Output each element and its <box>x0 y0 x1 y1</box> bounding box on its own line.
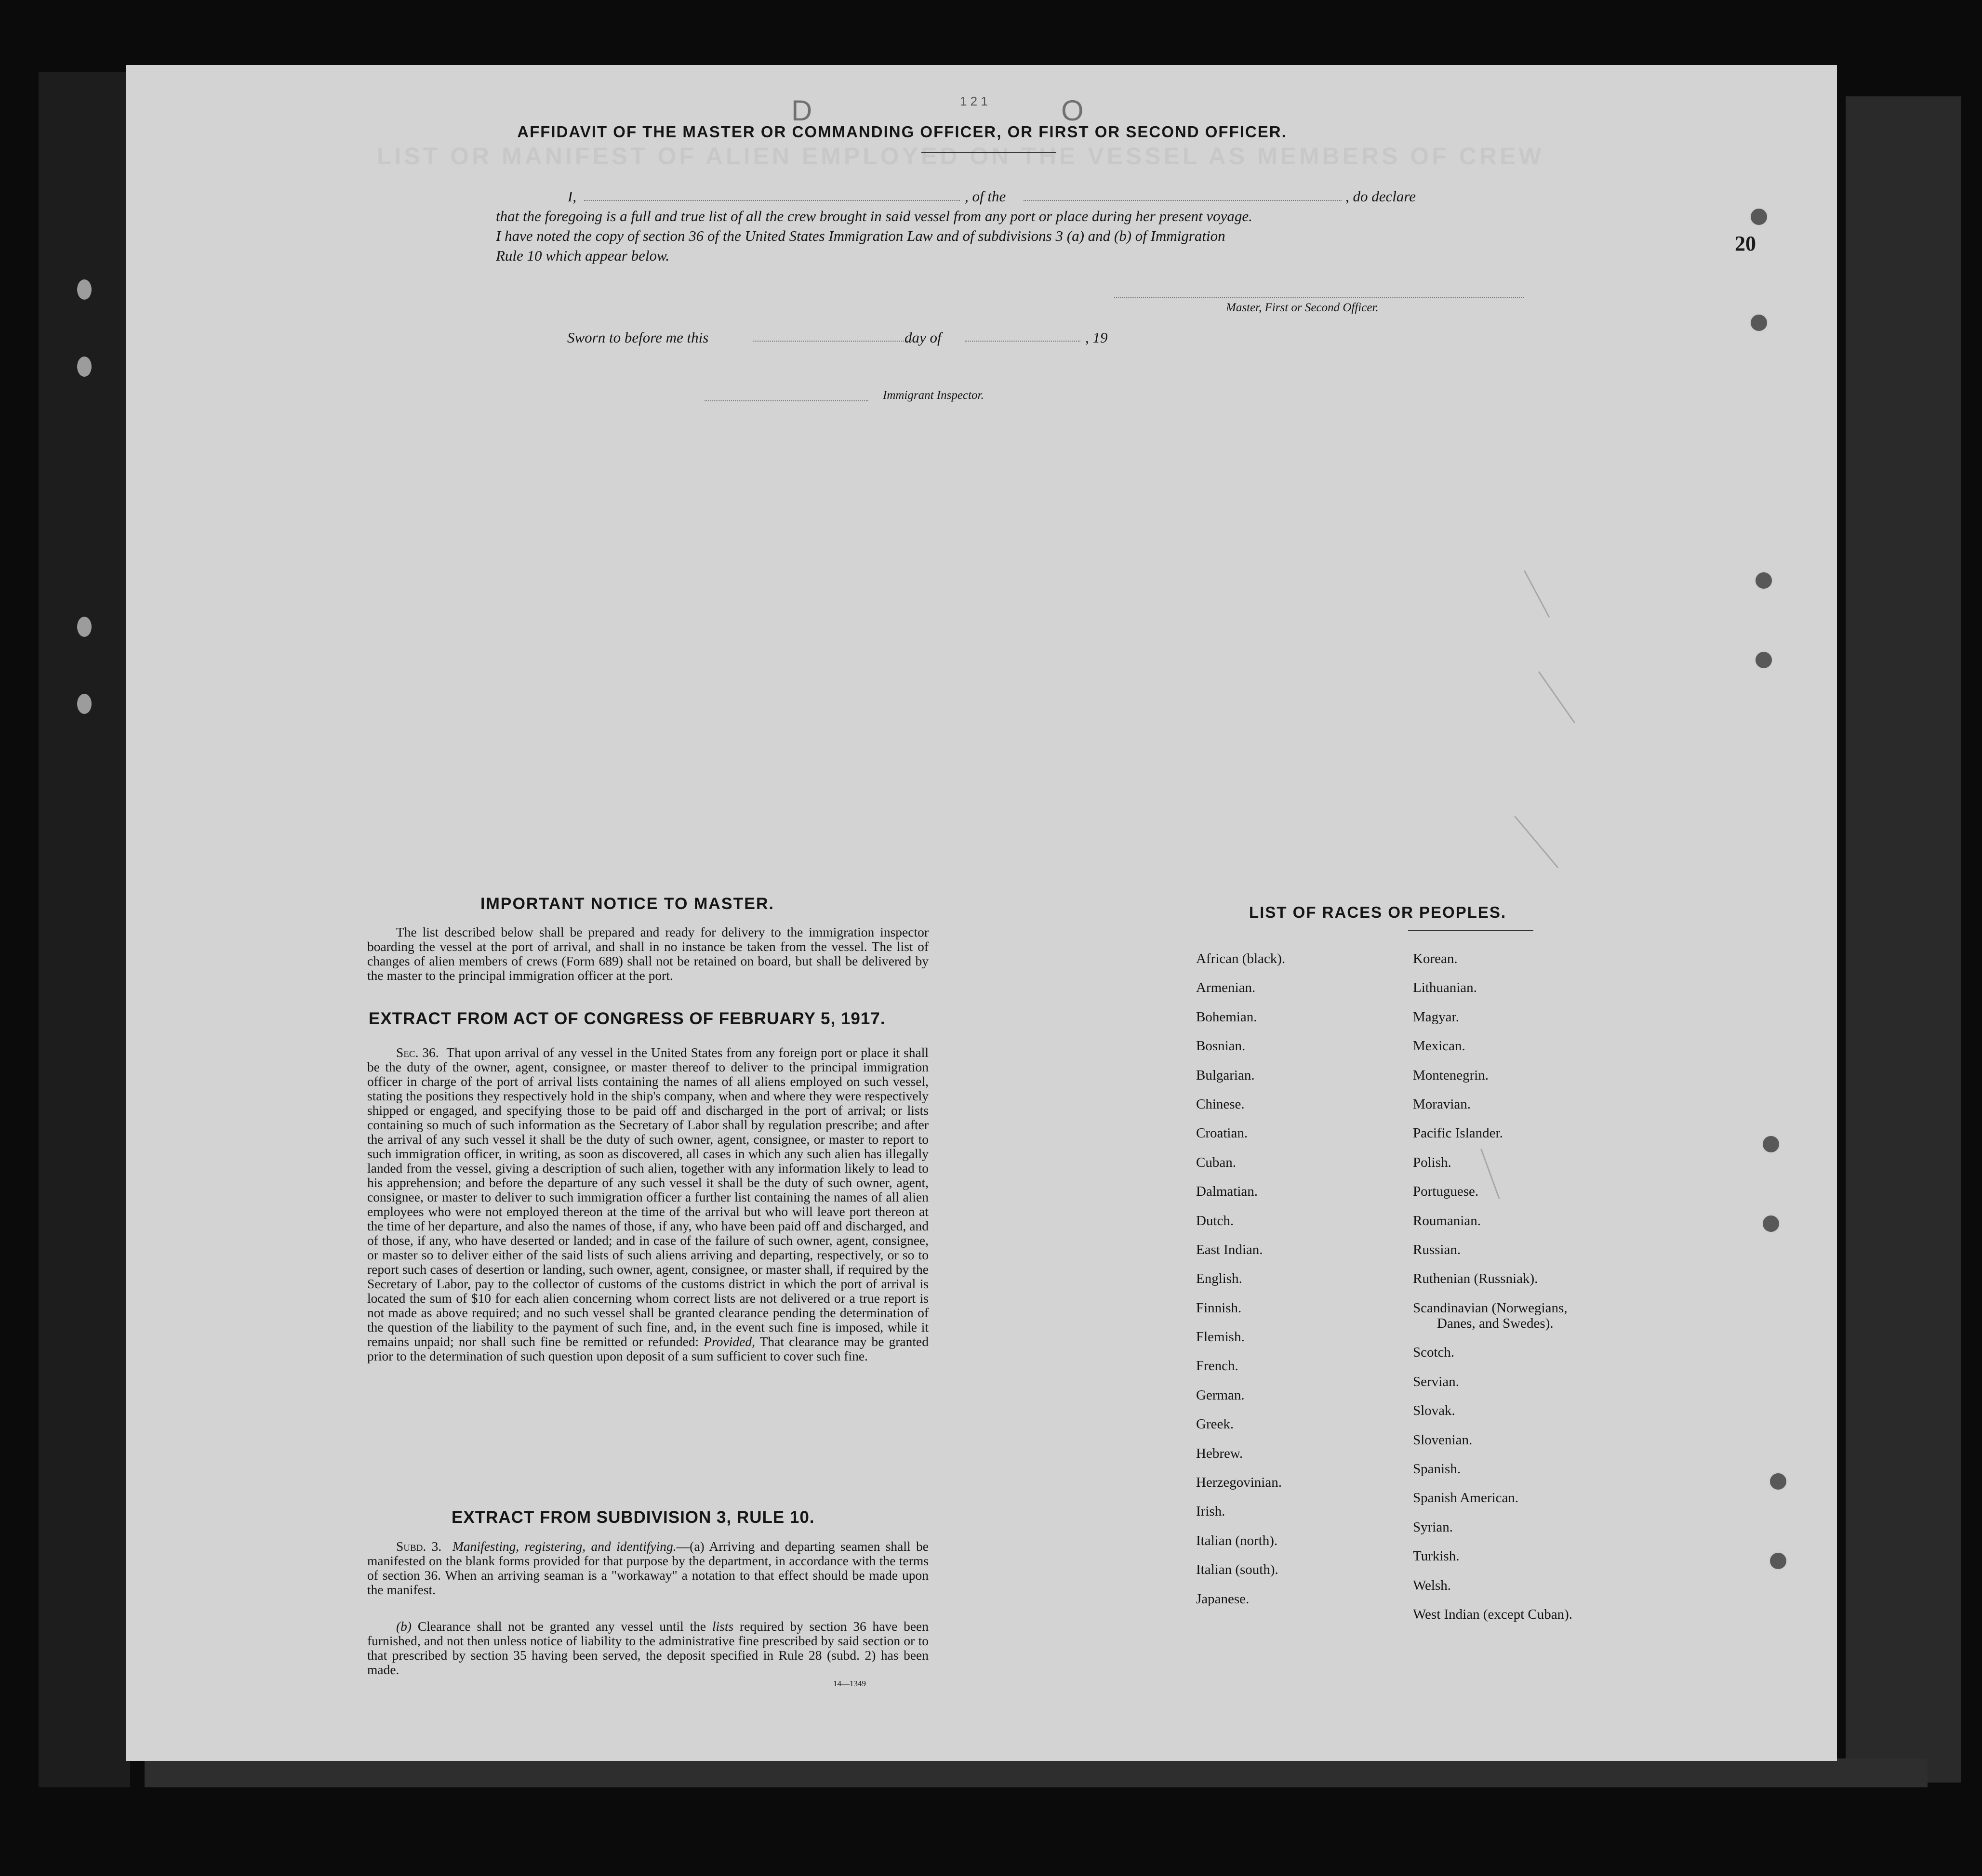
race-item: Herzegovinian. <box>1196 1475 1282 1491</box>
para-b-lists: lists <box>712 1619 734 1634</box>
mark-right: O <box>1061 94 1084 127</box>
race-item: Italian (north). <box>1196 1533 1278 1548</box>
race-item: Croatian. <box>1196 1125 1248 1141</box>
punch-hole <box>1769 1472 1788 1491</box>
para-b-text-1: Clearance shall not be granted any vessel until the <box>417 1619 706 1634</box>
subd-label: Subd. 3. <box>396 1539 442 1554</box>
binder-hole <box>77 279 92 300</box>
inspector-label: Immigrant Inspector. <box>883 389 984 402</box>
punch-hole <box>1761 1214 1781 1233</box>
race-item: Irish. <box>1196 1504 1225 1519</box>
document-page <box>126 65 1837 1761</box>
day-of: day of <box>905 329 942 346</box>
mark-center: 1 2 1 <box>960 94 988 108</box>
subd-heading: Manifesting, registering, and identifying. <box>452 1539 677 1554</box>
punch-hole <box>1749 207 1769 226</box>
race-item: Armenian. <box>1196 980 1256 996</box>
race-item: Mexican. <box>1413 1038 1465 1054</box>
race-item: Bosnian. <box>1196 1038 1246 1054</box>
rule-extract-title: EXTRACT FROM SUBDIVISION 3, RULE 10. <box>452 1508 815 1527</box>
affidavit-line2: that the foregoing is a full and true list of all the crew brought in said vessel from any port or place during her present voyage. <box>496 208 1252 225</box>
race-item: Syrian. <box>1413 1519 1453 1535</box>
proviso-label: Provided, <box>704 1334 755 1349</box>
page-number: 20 <box>1735 232 1756 255</box>
para-b-label: (b) <box>396 1619 412 1634</box>
race-item: Dutch. <box>1196 1213 1234 1229</box>
affidavit-of-the: , of the <box>965 188 1006 205</box>
para-b-text-2: required by section 36 have been furnished, and not then unless notice of liability to the administrative fine prescribed by said section or to that prescribed by section 35 having been served, the deposit specified in Rule 28 (subd. 2) has been made. <box>367 1619 929 1677</box>
binder-hole <box>77 357 92 377</box>
affidavit-i: I, <box>568 188 577 205</box>
race-item: African (black). <box>1196 951 1286 966</box>
race-item: Danes, and Swedes). <box>1437 1316 1554 1332</box>
affidavit-title: AFFIDAVIT OF THE MASTER OR COMMANDING OFFICER, OR FIRST OR SECOND OFFICER. <box>517 123 1287 141</box>
affidavit-line4: Rule 10 which appear below. <box>496 247 670 264</box>
master-label: Master, First or Second Officer. <box>1226 301 1379 314</box>
race-item: Chinese. <box>1196 1096 1245 1112</box>
race-item: Bulgarian. <box>1196 1067 1255 1083</box>
punch-hole <box>1761 1135 1781 1154</box>
race-item: Turkish. <box>1413 1548 1460 1564</box>
race-item: Roumanian. <box>1413 1213 1481 1229</box>
race-item: East Indian. <box>1196 1242 1263 1257</box>
race-item: Dalmatian. <box>1196 1184 1258 1200</box>
race-item: Spanish. <box>1413 1461 1461 1477</box>
sworn-text: Sworn to before me this <box>567 329 709 346</box>
race-item: Portuguese. <box>1413 1184 1479 1200</box>
pencil-mark <box>1524 570 1550 618</box>
race-item: Slovak. <box>1413 1403 1455 1419</box>
notice-title: IMPORTANT NOTICE TO MASTER. <box>480 895 774 913</box>
punch-hole <box>1749 313 1769 332</box>
races-left-column <box>1196 951 1285 1620</box>
act-extract-title: EXTRACT FROM ACT OF CONGRESS OF FEBRUARY 5, 1917. <box>369 1009 886 1028</box>
inspector-signature-line <box>705 400 868 401</box>
race-item: Italian (south). <box>1196 1562 1278 1578</box>
form-code: 14—1349 <box>833 1679 866 1688</box>
pencil-mark <box>1538 671 1575 723</box>
race-item: Slovenian. <box>1413 1432 1473 1448</box>
race-item: West Indian (except Cuban). <box>1413 1606 1573 1622</box>
race-item: Welsh. <box>1413 1577 1451 1593</box>
act-extract-body <box>367 1045 929 1363</box>
title-rule <box>921 152 1056 153</box>
punch-hole <box>1754 650 1773 670</box>
race-item: Scandinavian (Norwegians, <box>1413 1300 1568 1316</box>
races-right-column <box>1413 951 1572 1635</box>
race-item: German. <box>1196 1387 1245 1403</box>
punch-hole <box>1769 1551 1788 1571</box>
race-item: Scotch. <box>1413 1345 1455 1361</box>
race-item: Flemish. <box>1196 1329 1245 1345</box>
affidavit-declare: , do declare <box>1345 188 1416 205</box>
race-item: Greek. <box>1196 1416 1234 1432</box>
para-a-text: Arriving and departing seamen shall be manifested on the blank forms provided for that purpose by the department, in accordance with the terms of section 36. When an arriving seaman is a "workaway" a notation to that effect should be made upon the manifest. <box>367 1539 929 1597</box>
year-prefix: , 19 <box>1085 329 1108 346</box>
page-stack-bottom <box>145 1758 1928 1787</box>
rule-para-b <box>367 1619 929 1677</box>
race-item: Finnish. <box>1196 1300 1242 1316</box>
punch-hole <box>1754 571 1773 590</box>
sworn-month-blank <box>965 341 1080 342</box>
binder-hole <box>77 617 92 637</box>
race-item: Japanese. <box>1196 1591 1250 1607</box>
race-item: Polish. <box>1413 1154 1451 1170</box>
race-item: Pacific Islander. <box>1413 1125 1503 1141</box>
rule-para-a <box>367 1539 929 1597</box>
binder-edge <box>39 72 130 1787</box>
bleed-through-heading: LIST OR MANIFEST OF ALIEN EMPLOYED ON THE VESSEL AS MEMBERS OF CREW <box>377 143 1544 170</box>
sworn-day-blank <box>753 341 912 342</box>
race-item: Magyar. <box>1413 1009 1459 1025</box>
race-item: Spanish American. <box>1413 1490 1519 1506</box>
mark-left: D <box>791 94 812 127</box>
affidavit-line3: I have noted the copy of section 36 of the United States Immigration Law and of subdivisions 3 (a) and (b) of Immigration <box>496 227 1225 244</box>
race-item: Russian. <box>1413 1242 1461 1257</box>
race-item: Korean. <box>1413 951 1458 966</box>
binder-hole <box>77 694 92 714</box>
master-signature-line <box>1114 297 1524 298</box>
race-item: Servian. <box>1413 1374 1459 1389</box>
races-title: LIST OF RACES OR PEOPLES. <box>1249 903 1507 921</box>
proviso-text: That clearance may be granted prior to the determination of such question upon deposit of a sum sufficient to cover such fine. <box>367 1334 929 1363</box>
page-stack-edge <box>1846 96 1961 1783</box>
race-item: Montenegrin. <box>1413 1067 1489 1083</box>
race-item: Lithuanian. <box>1413 980 1477 996</box>
notice-body: The list described below shall be prepared and ready for delivery to the immigration inspector boarding the vessel at the port of arrival, and shall in no instance be taken from the vessel. The list of changes of alien members of crews (Form 689) shall not be retained on board, but shall be delivered by the master to the principal immigration officer at the port. <box>367 925 929 983</box>
vessel-blank <box>1024 200 1342 201</box>
races-title-rule <box>1408 930 1533 931</box>
race-item: Ruthenian (Russniak). <box>1413 1271 1538 1287</box>
race-item: English. <box>1196 1271 1242 1287</box>
race-item: Cuban. <box>1196 1154 1236 1170</box>
para-a-label: —(a) <box>676 1539 705 1554</box>
section-label: Sec. 36. <box>396 1045 439 1060</box>
race-item: French. <box>1196 1358 1238 1374</box>
name-blank <box>584 200 960 201</box>
race-item: Moravian. <box>1413 1096 1471 1112</box>
pencil-mark <box>1514 816 1558 868</box>
section-36-text: That upon arrival of any vessel in the United States from any foreign port or place it shall be the duty of the owner, agent, consignee, or master thereof to deliver to the principal immigration officer in charge of the port of arrival lists containing the names of all aliens employed on such vessel, stating the positions they respectively hold in the ship's company, when and where they were respectively shipped or engaged, and specifying those to be paid off and discharged in the port of arrival; or lists containing so much of such information as the Secretary of Labor shall by regulation prescribe; and after the arrival of any such vessel it shall be the duty of such owner, agent, consignee, or master to report to such immigration officer, in writing, as soon as discovered, all cases in which any such alien has illegally landed from the vessel, giving a description of such alien, together with any information likely to lead to his apprehension; and before the departure of any such vessel it shall be the duty of such owner, agent, consignee, or master to deliver to such immigration officer a further list containing the names of all alien employees who were not employed thereon at the time of the arrival but who will leave port thereon at the time of her departure, and also the names of those, if any, who have been paid off and discharged, and of those, if any, who have deserted or landed; and in case of the failure of such owner, agent, consignee, or master so to deliver either of the said lists of such aliens arriving and departing, respectively, or so to report such cases of desertion or landing, such owner, agent, consignee, or master shall, if required by the Secretary of Labor, pay to the collector of customs of the customs district in which the port of arrival is located the sum of $10 for each alien concerning whom correct lists are not delivered or a true report is not made as above required; and no such vessel shall be granted clearance pending the determination of the question of the liability to the payment of such fine, and, in the event such fine is imposed, while it remains unpaid; nor shall such fine be remitted or refunded: <box>367 1045 929 1349</box>
race-item: Bohemian. <box>1196 1009 1257 1025</box>
race-item: Hebrew. <box>1196 1445 1243 1461</box>
